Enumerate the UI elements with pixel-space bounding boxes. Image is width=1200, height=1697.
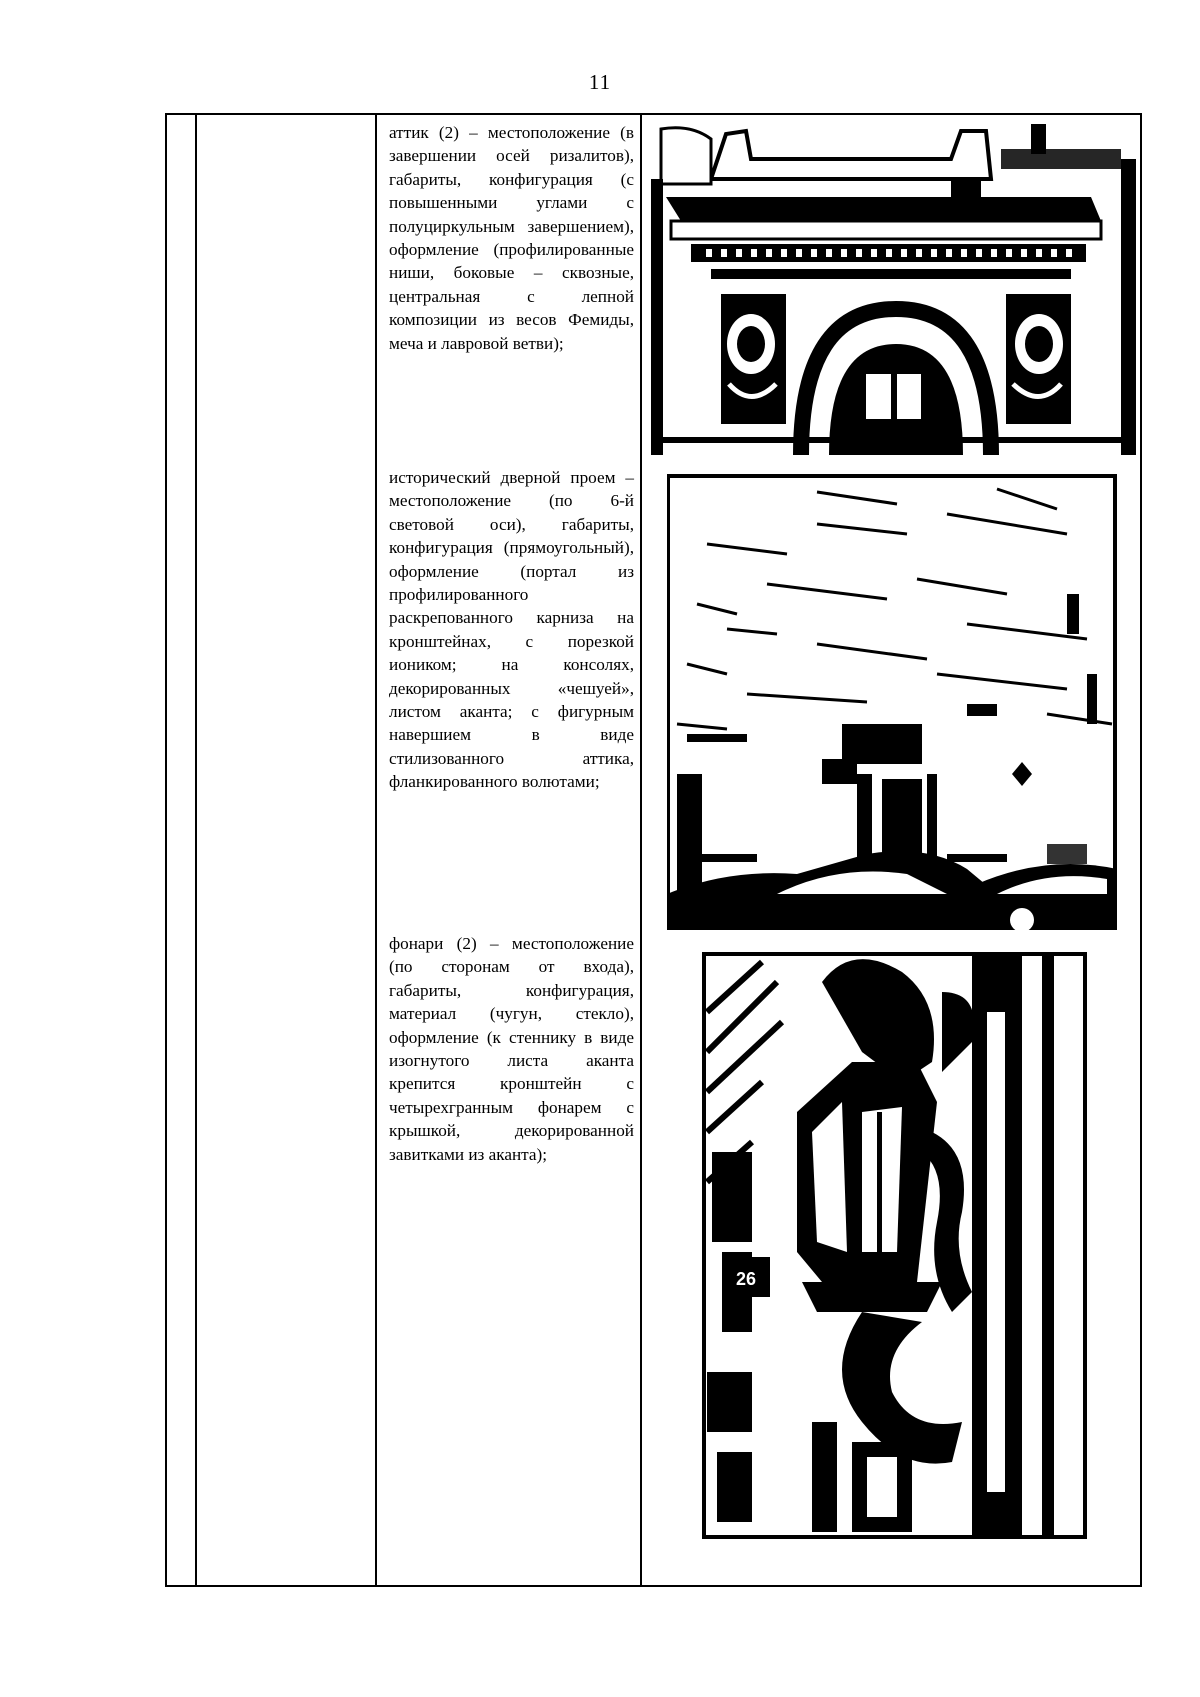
doorway-photo <box>667 474 1117 930</box>
house-number: 26 <box>735 1269 757 1289</box>
lantern-photo <box>702 952 1087 1539</box>
column-divider <box>640 115 642 1585</box>
heritage-table <box>165 113 1142 1587</box>
attic-photo <box>651 119 1136 455</box>
lantern-description: фонари (2) – местоположение (по сторонам от входа), габариты, конфигурация, материал (чугун, стекло), оформление (к стеннику в виде изогнутого листа аканта крепится кронштейн с четырехгранным фонарем с крышкой, декорированной завитками из аканта); <box>389 934 634 1164</box>
doorway-description: исторический дверной проем – местоположение (по 6-й световой оси), габариты, конфигурация (прямоугольный), оформление (портал из профилированного раскрепованного карниза на кронштейнах, с порезкой иоником; на консолях, декорированных «чешуей», листом аканта; с фигурным навершием в виде стилизованного аттика, фланкированного волютами; <box>389 468 634 792</box>
attic-description: аттик (2) – местоположение (в завершении осей ризалитов), габариты, конфигурация (с повышенными углами с полуциркульным завершением), оформление (профилированные ниши, боковые – сквозные, центральная с лепной композиции из весов Фемиды, меча и лавровой ветви); <box>389 123 634 353</box>
column-divider <box>195 115 197 1585</box>
column-divider <box>375 115 377 1585</box>
page-number: 11 <box>588 70 612 94</box>
